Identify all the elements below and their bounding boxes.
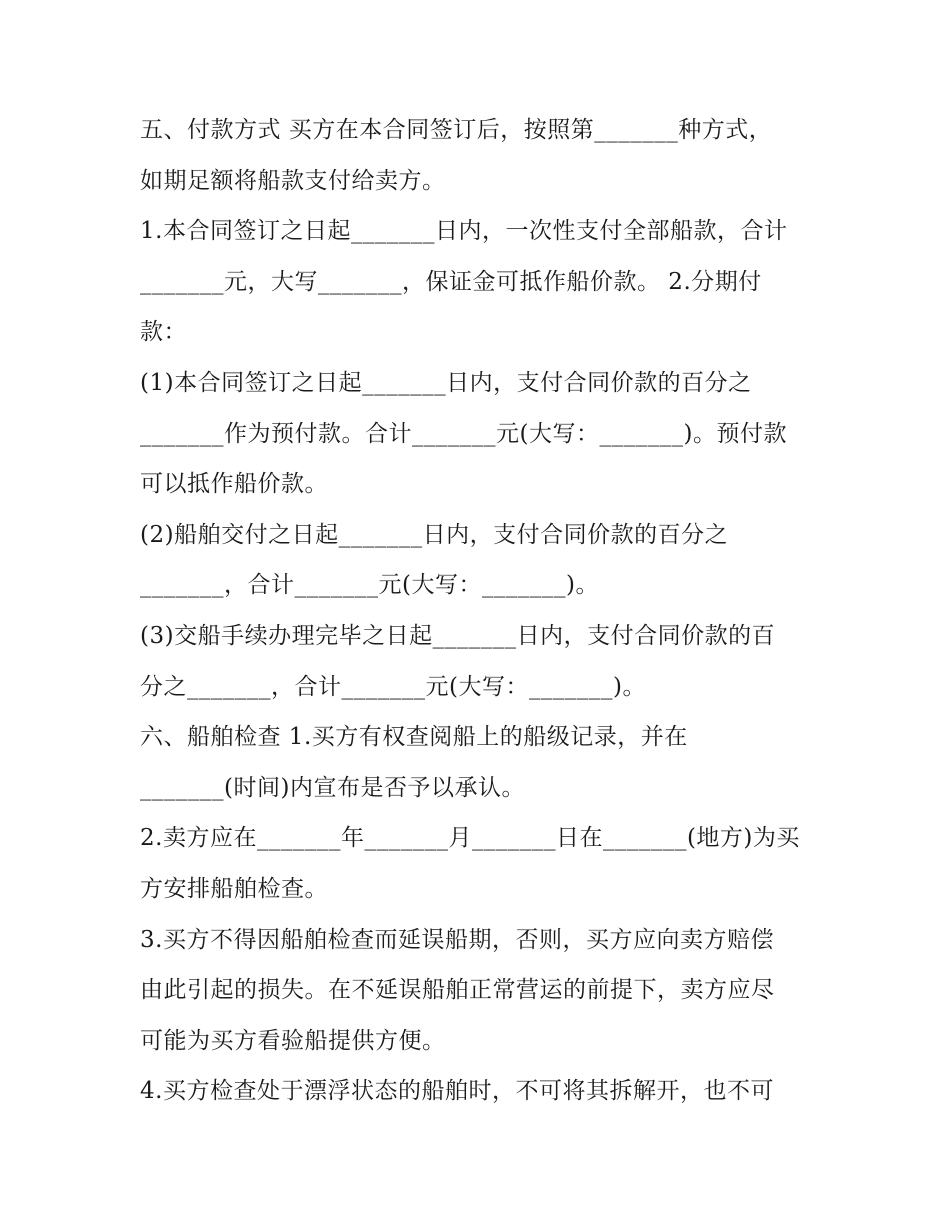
text-line: 由此引起的损失。在不延误船舶正常营运的前提下，卖方应尽 (140, 977, 775, 1004)
text-line: _______元，大写_______，保证金可抵作船价款。 2.分期付 (140, 268, 762, 295)
clause-1-line: 1.本合同签订之日起_______日内，一次性支付全部船款，合计 (140, 218, 788, 245)
text-line: 分之_______，合计_______元(大写：_______)。 (140, 673, 646, 700)
text-line: 方安排船舶检查。 (140, 875, 328, 902)
inspection-clause-2-line: 2.卖方应在_______年_______月_______日在_______(地方)为买 (140, 825, 800, 852)
text-line: _______作为预付款。合计_______元(大写：_______)。预付款 (140, 420, 787, 447)
subclause-3-line: (3)交船手续办理完毕之日起_______日内，支付合同价款的百 (140, 622, 776, 649)
text-line: 可以抵作船价款。 (140, 471, 328, 498)
text-line: 款： (140, 319, 187, 346)
contract-text-body (140, 105, 820, 1117)
inspection-clause-3-line: 3.买方不得因船舶检查而延误船期，否则，买方应向卖方赔偿 (140, 926, 774, 953)
inspection-heading-line: 六、船舶检查 1.买方有权查阅船上的船级记录，并在 (140, 724, 688, 751)
text-line: _______，合计_______元(大写：_______)。 (140, 572, 599, 599)
subclause-2-line: (2)船舶交付之日起_______日内，支付合同价款的百分之 (140, 521, 729, 548)
inspection-clause-4-line: 4.买方检查处于漂浮状态的船舶时，不可将其拆解开，也不可 (140, 1078, 774, 1105)
text-line: _______(时间)内宣布是否予以承认。 (140, 774, 525, 801)
text-line: 如期足额将船款支付给卖方。 (140, 167, 446, 194)
subclause-1-line: (1)本合同签订之日起_______日内，支付合同价款的百分之 (140, 369, 752, 396)
text-line: 可能为买方看验船提供方便。 (140, 1027, 446, 1054)
payment-method-heading-line: 五、付款方式 买方在本合同签订后，按照第_______种方式， (140, 117, 773, 143)
